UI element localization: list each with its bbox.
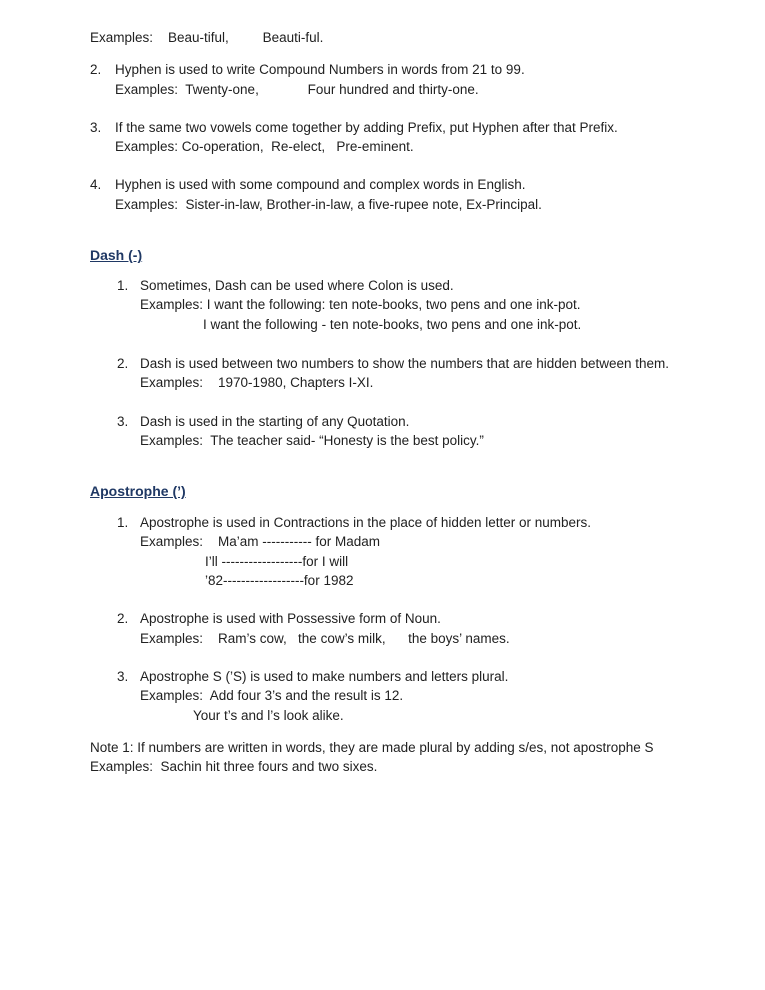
dash-rule-1 <box>117 276 725 334</box>
item-text: If the same two vowels come together by adding Prefix, put Hyphen after that Prefix. <box>115 119 618 135</box>
apostrophe-rule-2 <box>117 609 725 648</box>
item-body <box>140 609 725 648</box>
item-body <box>140 667 725 725</box>
apostrophe-rule-3 <box>117 667 725 725</box>
note-line-1: Note 1: If numbers are written in words, they are made plural by adding s/es, not apostrophe S <box>90 739 654 755</box>
item-body <box>115 175 725 214</box>
item-number: 3. <box>117 668 129 684</box>
item-number: 1. <box>117 515 129 531</box>
item-number: 2. <box>117 611 129 627</box>
hyphen-rule-4 <box>90 175 725 214</box>
hyphen-rule-3 <box>90 118 725 157</box>
item-example-extra: I want the following - ten note-books, two pens and one ink-pot. <box>203 316 582 332</box>
item-examples: Examples: I want the following: ten note-books, two pens and one ink-pot. <box>140 297 581 313</box>
apostrophe-section-heading: Apostrophe (’) <box>90 483 186 500</box>
item-body <box>140 412 725 451</box>
item-number: 2. <box>90 62 102 78</box>
item-body <box>140 513 725 590</box>
item-text: Sometimes, Dash can be used where Colon is used. <box>140 278 454 294</box>
item-text: Apostrophe is used in Contractions in the place of hidden letter or numbers. <box>140 515 592 531</box>
item-body <box>115 118 725 157</box>
item-examples: Examples: 1970-1980, Chapters I-XI. <box>140 375 374 391</box>
item-body <box>115 60 725 99</box>
dash-rule-3 <box>117 412 725 451</box>
item-number: 3. <box>90 119 102 135</box>
item-text: Hyphen is used with some compound and complex words in English. <box>115 177 526 193</box>
item-body <box>140 276 725 334</box>
item-number: 1. <box>117 278 129 294</box>
item-examples: Examples: Co-operation, Re-elect, Pre-eminent. <box>115 139 414 155</box>
item-text: Dash is used in the starting of any Quotation. <box>140 413 410 429</box>
item-examples: Examples: Add four 3’s and the result is 12. <box>140 688 404 704</box>
item-text: Hyphen is used to write Compound Numbers in words from 21 to 99. <box>115 62 525 78</box>
item-examples: Examples: The teacher said- “Honesty is the best policy.” <box>140 432 484 448</box>
hyphen-rule-1-examples: Examples: Beau-tiful, Beauti-ful. <box>90 30 324 45</box>
item-body <box>140 354 725 393</box>
item-examples: Examples: Twenty-one, Four hundred and thirty-one. <box>115 81 479 97</box>
item-text: Apostrophe is used with Possessive form of Noun. <box>140 611 441 627</box>
item-example-extra: Your t’s and l’s look alike. <box>193 707 344 723</box>
item-number: 3. <box>117 413 129 429</box>
apostrophe-rule-1 <box>117 513 725 590</box>
dash-rule-2 <box>117 354 725 393</box>
item-examples: Examples: Sister-in-law, Brother-in-law, a five-rupee note, Ex-Principal. <box>115 196 542 212</box>
hyphen-rule-2 <box>90 60 725 99</box>
item-examples: Examples: Ram’s cow, the cow’s milk, the boys’ names. <box>140 630 510 646</box>
dash-section-heading: Dash (-) <box>90 247 143 264</box>
item-number: 2. <box>117 355 129 371</box>
item-text: Dash is used between two numbers to show the numbers that are hidden between them. <box>140 355 670 371</box>
item-number: 4. <box>90 177 102 193</box>
item-examples: Examples: Ma’am ----------- for Madam <box>140 534 381 550</box>
item-example-extra: I’ll ------------------for I will <box>205 553 349 569</box>
item-text: Apostrophe S (’S) is used to make numbers and letters plural. <box>140 668 509 684</box>
item-example-extra: ’82------------------for 1982 <box>205 573 354 589</box>
note-line-2: Examples: Sachin hit three fours and two sixes. <box>90 759 378 775</box>
